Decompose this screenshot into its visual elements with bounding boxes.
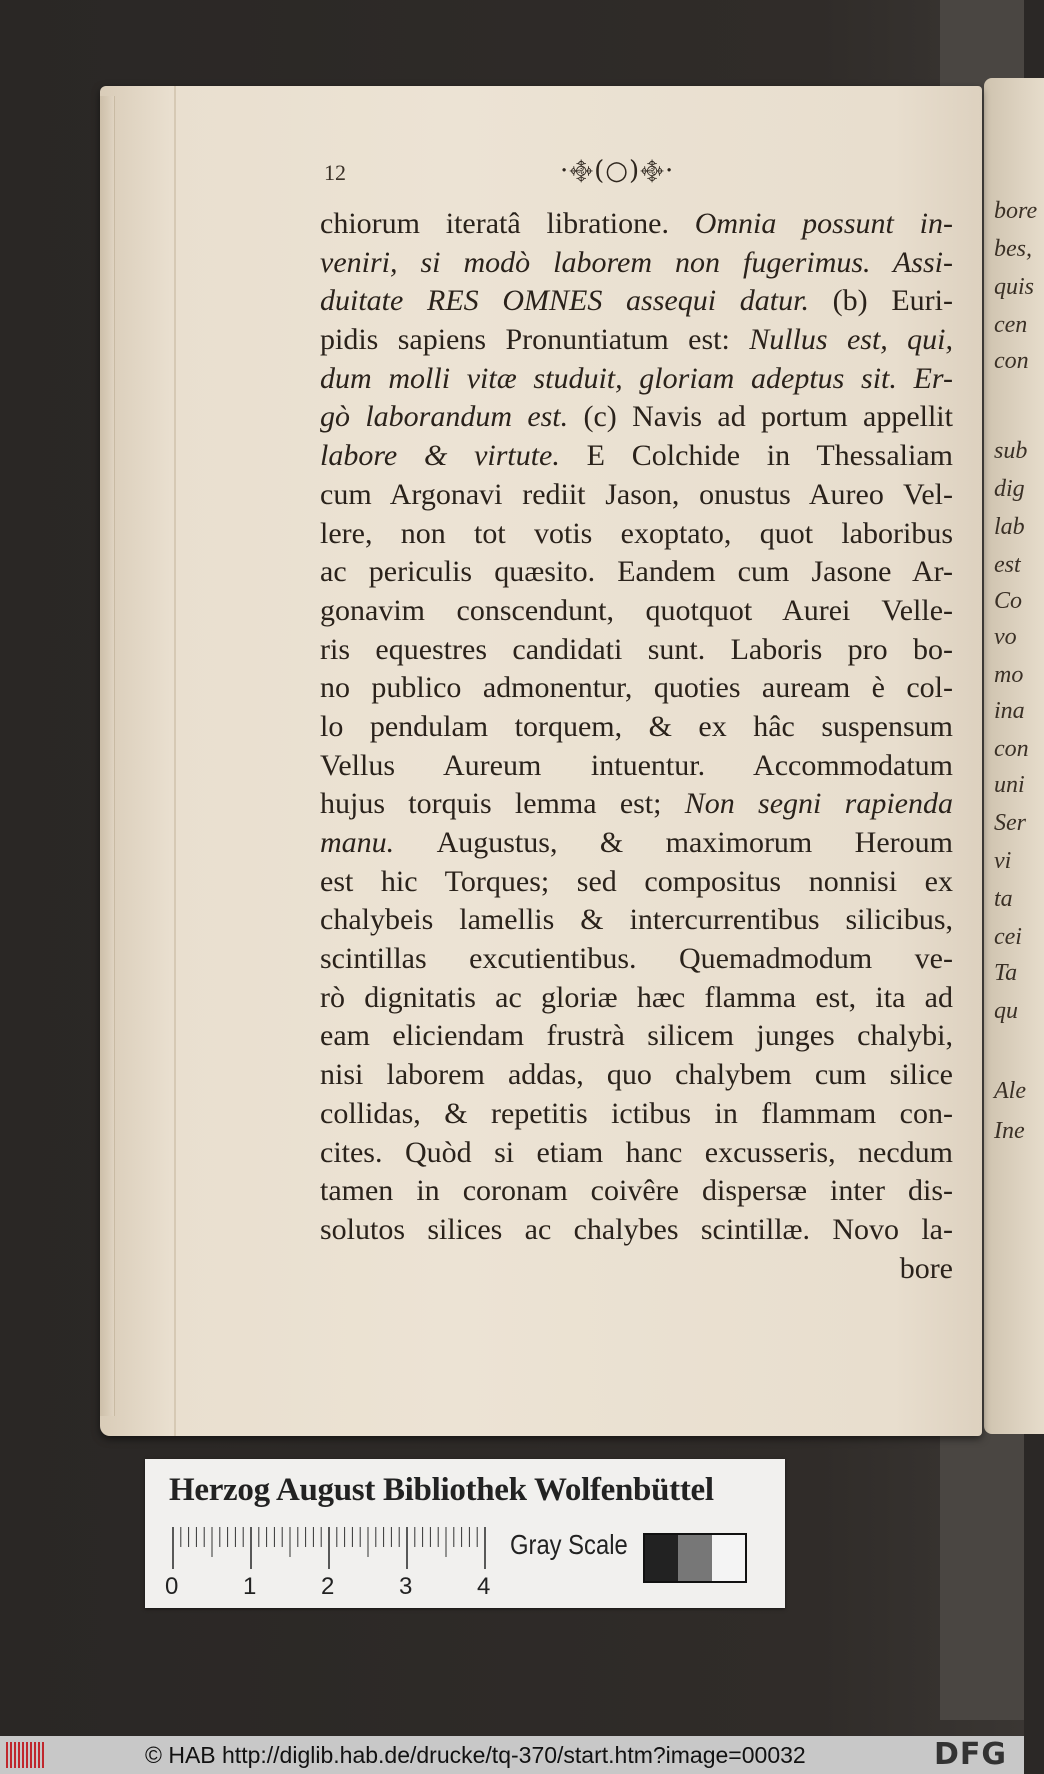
roman-text: eam eliciendam frustrà silicem junges chalybi, [320,1019,953,1053]
scale-number: 2 [321,1573,335,1600]
text-line [320,1211,953,1250]
text-line [320,553,953,592]
text-line [320,785,953,824]
gray-swatch-patch [678,1535,711,1581]
gray-scale-label: Gray Scale [510,1529,628,1560]
roman-text: rò dignitatis ac gloriæ hæc flamma est, ita ad [320,980,953,1014]
roman-text: nisi laborem addas, quo chalybem cum silice [320,1058,953,1092]
copyright-link[interactable]: © HAB http://diglib.hab.de/drucke/tq-370/start.htm?image=00032 [145,1742,806,1768]
roman-text: scintillas excutientibus. Quemadmodum ve- [320,942,953,976]
italic-text: Nullus est, qui, [749,323,954,357]
roman-text: chalybeis lamellis & intercurrentibus silicibus, [320,903,954,937]
next-page-fragment: Ta [994,960,1018,986]
text-line [320,1172,953,1211]
roman-text: E Colchide in Thessaliam [586,439,953,473]
next-page-fragment: mo [994,662,1024,688]
scale-number: 0 [165,1573,179,1600]
next-page-fragment: ta [994,886,1013,912]
header-ornament: ·࿇(○)࿇· [560,156,675,186]
text-line [320,979,953,1018]
next-page-fragment: vo [994,624,1017,650]
next-page-fragment: cen [994,312,1028,338]
text-line [320,901,953,940]
scale-number: 1 [243,1573,257,1600]
gray-scale-swatch [643,1533,747,1583]
italic-text: labore & virtute. [320,439,587,473]
text-line [320,398,953,437]
italic-text: gò laborandum est. [320,400,584,434]
roman-text: ris equestres candidati sunt. Laboris pro bo- [320,632,953,666]
color-calibration-card [145,1459,785,1608]
roman-text: cum Argonavi rediit Jason, onustus Aureo Vel- [320,477,953,511]
text-line [320,631,953,670]
text-line [320,282,953,321]
next-page-fragment: bes, [994,236,1032,262]
next-page-fragment: Ine [994,1118,1025,1144]
text-line [320,708,953,747]
italic-text: Non segni rapienda [684,787,953,821]
next-page-fragment: sub [994,438,1028,464]
institution-name: Herzog August Bibliothek Wolfenbüttel [169,1472,714,1508]
page-number: 12 [324,160,346,185]
page-fold [174,86,176,1436]
next-page-fragment: con [994,736,1029,762]
roman-text: no publico admonentur, quoties auream è col- [320,671,953,705]
next-page-fragment: uni [994,772,1025,798]
next-page-fragment: est [994,552,1021,578]
text-line [320,1017,953,1056]
text-line [320,1095,953,1134]
scale-number: 4 [477,1573,491,1600]
page-edge [100,96,115,1416]
next-page-fragment: quis [994,274,1035,300]
next-page-fragment: bore [994,198,1038,224]
next-page-fragment: cei [994,924,1022,950]
roman-text: lo pendulam torquem, & ex hâc suspensum [320,709,954,743]
next-page-fragment: con [994,348,1029,374]
roman-text: collidas, & repetitis ictibus in flammam con- [320,1096,953,1130]
italic-text: manu. [320,826,437,859]
dfg-logo: DFG [934,1737,1008,1772]
footer-bar [0,1736,1024,1774]
text-line [320,1134,953,1173]
roman-text: (b) Euri- [832,284,953,318]
text-line [320,515,953,554]
roman-text: tamen in coronam coivêre dispersæ inter dis- [320,1174,954,1208]
text-line [320,476,953,515]
gray-swatch-patch [712,1535,745,1581]
text-line [320,669,953,708]
page-text [320,205,953,1288]
text-line [320,747,953,786]
italic-text: dum molli vitæ studuit, gloriam adeptus sit. Er- [320,361,953,395]
next-page-fragment: lab [994,514,1025,540]
text-line [320,940,953,979]
next-page-fragment: dig [994,476,1025,502]
gray-swatch-patch [645,1535,678,1581]
text-line [320,321,953,360]
next-page-fragment: vi [994,848,1012,874]
text-line [320,360,953,399]
next-page-edge [984,78,1044,1434]
text-line [320,1056,953,1095]
text-line [320,205,953,244]
hab-logo-icon [6,1742,44,1768]
roman-text: gonavim conscendunt, quotquot Aurei Velle- [320,593,954,627]
roman-text: est hic Torques; sed compositus nonnisi ex [320,864,953,898]
catchword: bore [899,1251,953,1285]
text-line [320,863,953,902]
roman-text: chiorum iteratâ libratione. [320,207,695,240]
ruler-scale [169,1527,484,1569]
roman-text: ac periculis quæsito. Eandem cum Jasone Ar- [320,555,953,589]
text-line [320,824,953,863]
next-page-fragment: Ale [994,1078,1026,1104]
next-page-fragment: Ser [994,810,1026,836]
roman-text: solutos silices ac chalybes scintillæ. Novo la- [320,1212,953,1246]
next-page-fragment: ina [994,698,1025,724]
text-line [320,244,953,283]
italic-text: duitate RES OMNES assequi datur. [320,284,833,318]
roman-text: Vellus Aureum intuentur. Accommodatum [320,748,953,782]
roman-text: hujus torquis lemma est; [320,787,685,821]
roman-text: lere, non tot votis exoptato, quot laboribus [320,516,953,550]
next-page-fragment: qu [994,998,1018,1024]
italic-text: veniri, si modò laborem non fugerimus. Assi- [320,245,953,279]
next-page-fragment: Co [994,588,1023,614]
text-line [320,592,953,631]
text-line [320,437,953,476]
scale-number: 3 [399,1573,413,1600]
roman-text: pidis sapiens Pronuntiatum est: [320,323,750,357]
italic-text: Omnia possunt in- [694,207,953,240]
roman-text: cites. Quòd si etiam hanc excusseris, necdum [320,1135,953,1169]
roman-text: (c) Navis ad portum appellit [583,400,953,434]
roman-text: Augustus, & maximorum Heroum [436,826,953,859]
